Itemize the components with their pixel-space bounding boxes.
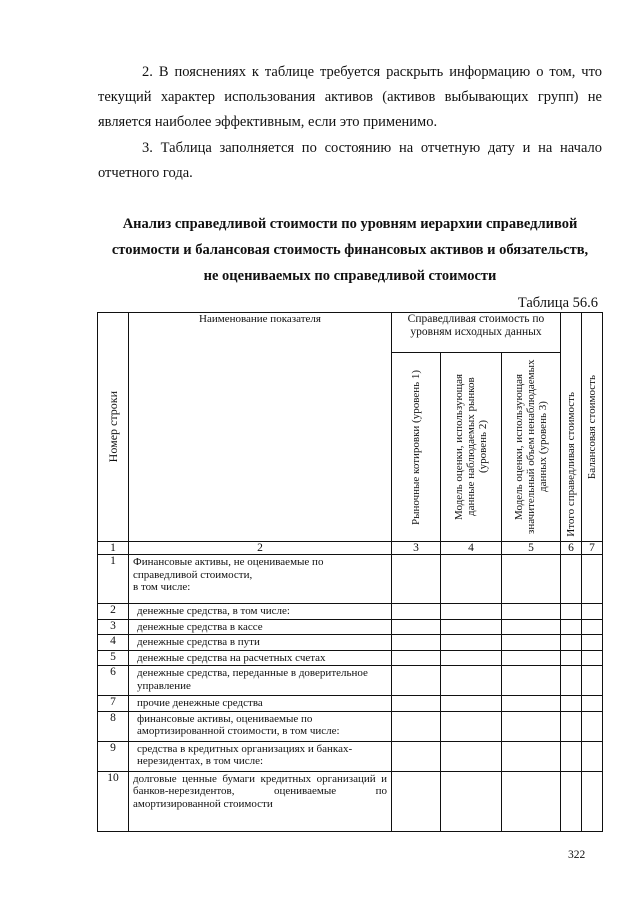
title-line-1: Анализ справедливой стоимости по уровням иерархии справедливой [122, 216, 578, 232]
value-cell [502, 650, 561, 666]
title-line-2: стоимости и балансовая стоимость финансовых активов и обязательств, [111, 242, 589, 258]
value-cell [582, 555, 603, 604]
value-cell [502, 696, 561, 712]
value-cell [392, 650, 441, 666]
value-cell [582, 604, 603, 620]
column-index-row [98, 542, 603, 555]
value-cell [392, 555, 441, 604]
row-name: финансовые активы, оцениваемые по амортизированной стоимости, в том числе: [129, 711, 392, 741]
table-title [98, 211, 602, 289]
value-cell [561, 555, 582, 604]
value-cell [392, 711, 441, 741]
value-cell [441, 555, 502, 604]
column-index: 2 [129, 542, 392, 555]
row-number: 3 [98, 619, 129, 635]
column-index: 4 [441, 542, 502, 555]
row-number: 6 [98, 666, 129, 696]
title-line-3: не оцениваемых по справедливой стоимости [203, 268, 497, 284]
row-name: денежные средства на расчетных счетах [129, 650, 392, 666]
row-name: долговые ценные бумаги кредитных организаций и банков-нерезидентов, оцениваемые по амортизированной стоимости [129, 771, 392, 831]
table-row [98, 771, 603, 831]
column-index: 1 [98, 542, 129, 555]
value-cell [441, 696, 502, 712]
header-total-fair-value: Итого справедливая стоимость [561, 313, 582, 542]
value-cell [561, 771, 582, 831]
row-number: 2 [98, 604, 129, 620]
value-cell [502, 666, 561, 696]
row-name: денежные средства, в том числе: [129, 604, 392, 620]
table-row [98, 619, 603, 635]
column-index: 6 [561, 542, 582, 555]
value-cell [392, 741, 441, 771]
value-cell [392, 604, 441, 620]
row-number: 8 [98, 711, 129, 741]
value-cell [502, 635, 561, 651]
row-number: 7 [98, 696, 129, 712]
page-number: 322 [568, 849, 586, 861]
row-number: 4 [98, 635, 129, 651]
value-cell [392, 666, 441, 696]
value-cell [582, 619, 603, 635]
value-cell [561, 619, 582, 635]
value-cell [502, 555, 561, 604]
column-index: 3 [392, 542, 441, 555]
value-cell [561, 741, 582, 771]
value-cell [582, 650, 603, 666]
paragraph-2: 2. В пояснениях к таблице требуется раскрыть информацию о том, что текущий характер использования активов (активов выбывающих групп) не является наиболее эффективным, если это применимо. [98, 64, 602, 130]
row-name: денежные средства, переданные в доверительное управление [129, 666, 392, 696]
value-cell [392, 771, 441, 831]
value-cell [502, 771, 561, 831]
paragraph-3: 3. Таблица заполняется по состоянию на отчетную дату и на начало отчетного года. [98, 140, 602, 181]
fair-value-table [97, 312, 603, 832]
value-cell [502, 619, 561, 635]
value-cell [561, 604, 582, 620]
value-cell [582, 741, 603, 771]
header-row-number: Номер строки [98, 313, 129, 542]
table-number: Таблица 56.6 [517, 295, 598, 311]
value-cell [561, 650, 582, 666]
table-row [98, 650, 603, 666]
value-cell [392, 619, 441, 635]
value-cell [502, 604, 561, 620]
header-level-2: Модель оценки, использующая данные наблюдаемых рынков (уровень 2) [441, 353, 502, 542]
table-row [98, 635, 603, 651]
value-cell [441, 619, 502, 635]
header-indicator-name: Наименование показателя [129, 313, 392, 542]
value-cell [441, 635, 502, 651]
value-cell [441, 666, 502, 696]
value-cell [582, 696, 603, 712]
row-number: 5 [98, 650, 129, 666]
value-cell [392, 635, 441, 651]
header-carrying-value: Балансовая стоимость [582, 313, 603, 542]
value-cell [502, 741, 561, 771]
header-level-1: Рыночные котировки (уровень 1) [392, 353, 441, 542]
row-number: 9 [98, 741, 129, 771]
value-cell [502, 711, 561, 741]
row-number: 10 [98, 771, 129, 831]
column-index: 7 [582, 542, 603, 555]
value-cell [441, 771, 502, 831]
row-name: Финансовые активы, не оцениваемые по справедливой стоимости, в том числе: [129, 555, 392, 604]
table-row [98, 741, 603, 771]
table-row [98, 696, 603, 712]
value-cell [582, 771, 603, 831]
value-cell [441, 741, 502, 771]
value-cell [441, 711, 502, 741]
value-cell [561, 696, 582, 712]
value-cell [582, 666, 603, 696]
column-index: 5 [502, 542, 561, 555]
table-row [98, 604, 603, 620]
value-cell [561, 635, 582, 651]
row-number: 1 [98, 555, 129, 604]
value-cell [441, 650, 502, 666]
table-row [98, 666, 603, 696]
value-cell [582, 711, 603, 741]
value-cell [441, 604, 502, 620]
value-cell [561, 666, 582, 696]
value-cell [582, 635, 603, 651]
header-level-3: Модель оценки, использующая значительный объем ненаблюдаемых данных (уровень 3) [502, 353, 561, 542]
table-row [98, 711, 603, 741]
row-name: денежные средства в кассе [129, 619, 392, 635]
row-name: средства в кредитных организациях и банках-нерезидентах, в том числе: [129, 741, 392, 771]
row-name: денежные средства в пути [129, 635, 392, 651]
header-fair-value-group: Справедливая стоимость по уровням исходных данных [392, 313, 561, 353]
row-name: прочие денежные средства [129, 696, 392, 712]
value-cell [392, 696, 441, 712]
table-row [98, 555, 603, 604]
header-row-1 [98, 313, 603, 353]
value-cell [561, 711, 582, 741]
